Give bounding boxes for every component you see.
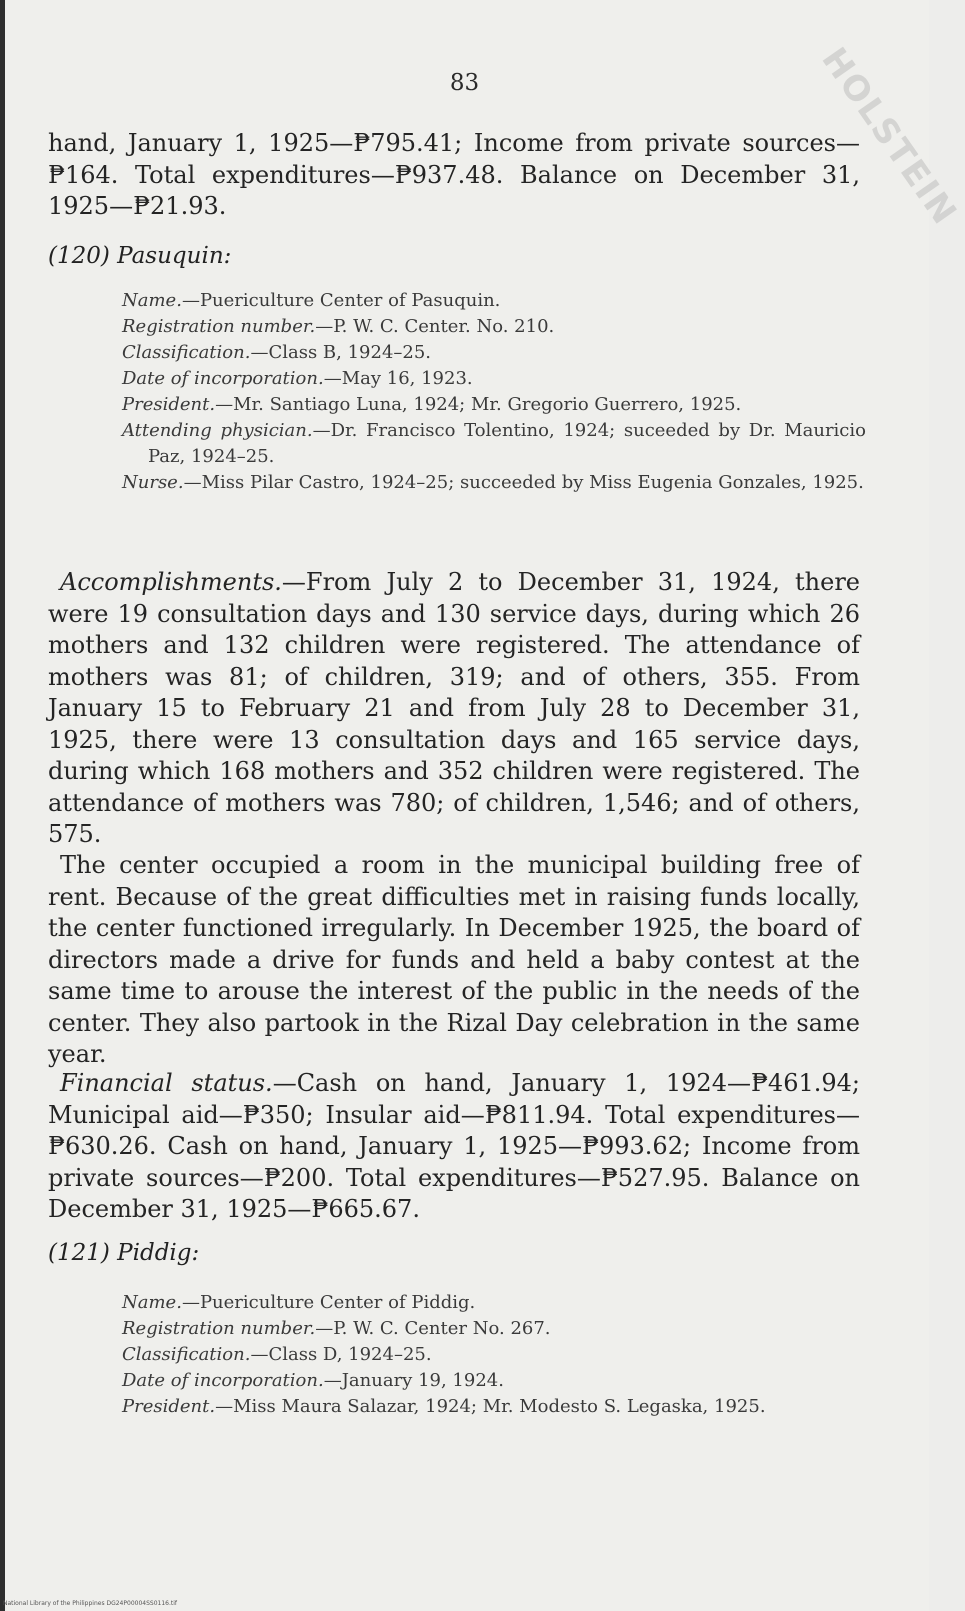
entry-classification	[122, 1342, 866, 1368]
piddig-entry-list	[122, 1290, 866, 1420]
accomplishments-paragraph	[48, 567, 860, 851]
entry-label: Registration number.	[122, 1318, 316, 1339]
entry-text: —Miss Maura Salazar, 1924; Mr. Modesto S. Legaska, 1925.	[215, 1396, 766, 1417]
entry-nurse	[122, 470, 866, 496]
entry-text: —Puericulture Center of Piddig.	[181, 1292, 476, 1313]
center-text: The center occupied a room in the municipal building free of rent. Because of the great difficulties met in raising funds locally, the center functioned irregularly. In December 1925, the board of directors made a drive for funds and held a baby contest at the same time to arouse the interest of the public in the needs of the center. They also partook in the Rizal Day celebration in the same year.	[48, 851, 860, 1068]
entry-label: Date of incorporation.	[122, 1370, 324, 1391]
entry-label: Classification.	[122, 1344, 251, 1365]
financial-paragraph	[48, 1068, 860, 1226]
entry-label: President.	[122, 1396, 216, 1417]
entry-label: Name.	[122, 1292, 182, 1313]
entry-label: Name.	[122, 290, 182, 311]
section-heading-piddig: (121) Piddig:	[48, 1240, 200, 1266]
page-binding-edge	[0, 0, 5, 1611]
entry-text: —Class B, 1924–25.	[250, 342, 432, 363]
entry-attending-physician	[122, 418, 866, 470]
page-number: 83	[449, 70, 480, 96]
financial-text: —Cash on hand, January 1, 1924—₱461.94; Municipal aid—₱350; Insular aid—₱811.94. Total expenditures—₱630.26. Cash on hand, January 1, 1925—₱993.62; Income from private sources—₱200. Total expenditures—₱527.95. Balance on December 31, 1925—₱665.67.	[48, 1069, 860, 1223]
entry-text: —Class D, 1924–25.	[250, 1344, 432, 1365]
entry-president	[122, 392, 866, 418]
entry-text: —Miss Pilar Castro, 1924–25; succeeded by Miss Eugenia Gonzales, 1925.	[183, 472, 864, 493]
entry-text: —Puericulture Center of Pasuquin.	[181, 290, 501, 311]
pasuquin-entry-list	[122, 288, 866, 496]
entry-incorporation-date	[122, 366, 866, 392]
entry-label: Nurse.	[122, 472, 184, 493]
entry-classification	[122, 340, 866, 366]
entry-text: —Mr. Santiago Luna, 1924; Mr. Gregorio Guerrero, 1925.	[215, 394, 742, 415]
entry-name	[122, 1290, 866, 1316]
library-watermark: HOLSTEIN	[813, 40, 965, 234]
intro-paragraph: hand, January 1, 1925—₱795.41; Income from private sources—₱164. Total expenditures—₱937.48. Balance on December 31, 1925—₱21.93.	[48, 129, 860, 220]
accomplishments-label: Accomplishments.	[60, 568, 282, 596]
entry-text: —P. W. C. Center. No. 210.	[315, 316, 555, 337]
entry-label: Attending physician.	[122, 420, 313, 441]
entry-label: President.	[122, 394, 216, 415]
entry-label: Registration number.	[122, 316, 316, 337]
entry-label: Classification.	[122, 342, 251, 363]
entry-registration	[122, 314, 866, 340]
accomplishments-text: —From July 2 to December 31, 1924, there were 19 consultation days and 130 service days, during which 26 mothers and 132 children were registered. The attendance of mothers was 81; of children, 319; and of others, 355. From January 15 to February 21 and from July 28 to December 31, 1925, there were 13 consultation days and 165 service days, during which 168 mothers and 352 children were registered. The attendance of mothers was 780; of children, 1,546; and of others, 575.	[48, 568, 860, 848]
entry-text: —January 19, 1924.	[323, 1370, 504, 1391]
center-paragraph	[48, 850, 860, 1071]
entry-label: Date of incorporation.	[122, 368, 324, 389]
entry-incorporation-date	[122, 1368, 866, 1394]
entry-text: —May 16, 1923.	[323, 368, 473, 389]
financial-label: Financial status.	[60, 1069, 273, 1097]
entry-registration	[122, 1316, 866, 1342]
scan-source-footer: National Library of the Philippines DG24P00004SS0116.tif	[3, 1600, 178, 1607]
entry-text: —P. W. C. Center No. 267.	[315, 1318, 551, 1339]
entry-text: —Dr. Francisco Tolentino, 1924; suceeded by Dr. Mauricio Paz, 1924–25.	[148, 420, 866, 467]
section-heading-pasuquin: (120) Pasuquin:	[48, 243, 232, 269]
entry-president	[122, 1394, 866, 1420]
entry-name	[122, 288, 866, 314]
